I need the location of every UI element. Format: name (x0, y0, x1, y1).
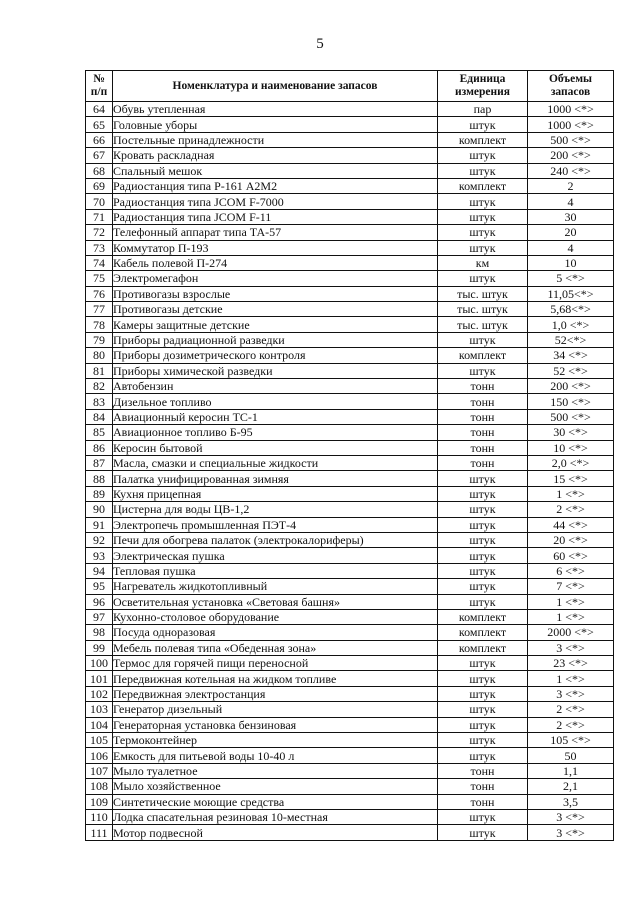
row-number-cell: 99 (86, 640, 113, 655)
unit-cell: штук (438, 517, 528, 532)
row-number-cell: 100 (86, 656, 113, 671)
unit-cell: комплект (438, 640, 528, 655)
quantity-cell: 6 <*> (528, 563, 614, 578)
header-quantity-line1: Объемы (548, 73, 593, 85)
item-name-cell: Нагреватель жидкотопливный (113, 579, 438, 594)
table-row (86, 194, 614, 209)
header-unit (438, 71, 528, 102)
page-number: 5 (316, 36, 324, 52)
unit-cell: тонн (438, 779, 528, 794)
table-row (86, 609, 614, 624)
item-name-cell: Радиостанция типа JCOM F-7000 (113, 194, 438, 209)
table-row (86, 779, 614, 794)
quantity-cell: 52<*> (528, 332, 614, 347)
item-name-cell: Тепловая пушка (113, 563, 438, 578)
unit-cell: штук (438, 240, 528, 255)
table-row (86, 209, 614, 224)
quantity-cell: 50 (528, 748, 614, 763)
table-row (86, 733, 614, 748)
quantity-cell: 150 <*> (528, 394, 614, 409)
table-row (86, 532, 614, 547)
unit-cell: штук (438, 671, 528, 686)
item-name-cell: Кабель полевой П-274 (113, 255, 438, 270)
item-name-cell: Приборы химической разведки (113, 363, 438, 378)
quantity-cell: 3 <*> (528, 825, 614, 840)
item-name-cell: Кухонно-столовое оборудование (113, 609, 438, 624)
item-name-cell: Коммутатор П-193 (113, 240, 438, 255)
unit-cell: штук (438, 532, 528, 547)
table-row (86, 332, 614, 347)
item-name-cell: Противогазы детские (113, 302, 438, 317)
quantity-cell: 200 <*> (528, 379, 614, 394)
item-name-cell: Термоконтейнер (113, 733, 438, 748)
row-number-cell: 74 (86, 255, 113, 270)
table-row (86, 455, 614, 470)
item-name-cell: Масла, смазки и специальные жидкости (113, 455, 438, 470)
quantity-cell: 11,05<*> (528, 286, 614, 301)
table-row (86, 425, 614, 440)
header-unit-line2: измерения (455, 86, 510, 98)
unit-cell: пар (438, 102, 528, 117)
quantity-cell: 44 <*> (528, 517, 614, 532)
unit-cell: штук (438, 825, 528, 840)
row-number-cell: 77 (86, 302, 113, 317)
item-name-cell: Электропечь промышленная ПЭТ-4 (113, 517, 438, 532)
quantity-cell: 7 <*> (528, 579, 614, 594)
quantity-cell: 30 (528, 209, 614, 224)
quantity-cell: 2 <*> (528, 502, 614, 517)
quantity-cell: 10 <*> (528, 440, 614, 455)
quantity-cell: 60 <*> (528, 548, 614, 563)
row-number-cell: 86 (86, 440, 113, 455)
unit-cell: тонн (438, 425, 528, 440)
row-number-cell: 91 (86, 517, 113, 532)
unit-cell: штук (438, 548, 528, 563)
item-name-cell: Передвижная котельная на жидком топливе (113, 671, 438, 686)
table-row (86, 471, 614, 486)
table-row (86, 317, 614, 332)
item-name-cell: Осветительная установка «Световая башня» (113, 594, 438, 609)
table-row (86, 794, 614, 809)
unit-cell: комплект (438, 132, 528, 147)
table-row (86, 286, 614, 301)
table-row (86, 132, 614, 147)
table-row (86, 717, 614, 732)
table-row (86, 594, 614, 609)
table-row (86, 102, 614, 117)
row-number-cell: 109 (86, 794, 113, 809)
item-name-cell: Термос для горячей пищи переносной (113, 656, 438, 671)
item-name-cell: Электрическая пушка (113, 548, 438, 563)
unit-cell: штук (438, 271, 528, 286)
unit-cell: штук (438, 594, 528, 609)
unit-cell: тыс. штук (438, 317, 528, 332)
row-number-cell: 69 (86, 178, 113, 193)
item-name-cell: Мыло хозяйственное (113, 779, 438, 794)
item-name-cell: Радиостанция типа Р-161 А2М2 (113, 178, 438, 193)
quantity-cell: 1,0 <*> (528, 317, 614, 332)
table-row (86, 255, 614, 270)
item-name-cell: Приборы радиационной разведки (113, 332, 438, 347)
unit-cell: штук (438, 209, 528, 224)
table-row (86, 348, 614, 363)
item-name-cell: Электромегафон (113, 271, 438, 286)
row-number-cell: 73 (86, 240, 113, 255)
unit-cell: тонн (438, 794, 528, 809)
table-row (86, 148, 614, 163)
table-row (86, 579, 614, 594)
table-row (86, 517, 614, 532)
unit-cell: тонн (438, 440, 528, 455)
table-row (86, 763, 614, 778)
item-name-cell: Дизельное топливо (113, 394, 438, 409)
unit-cell: штук (438, 563, 528, 578)
item-name-cell: Авиационное топливо Б-95 (113, 425, 438, 440)
row-number-cell: 97 (86, 609, 113, 624)
quantity-cell: 1 <*> (528, 671, 614, 686)
unit-cell: штук (438, 686, 528, 701)
row-number-cell: 89 (86, 486, 113, 501)
table-row (86, 394, 614, 409)
row-number-cell: 81 (86, 363, 113, 378)
item-name-cell: Камеры защитные детские (113, 317, 438, 332)
row-number-cell: 66 (86, 132, 113, 147)
quantity-cell: 3 <*> (528, 809, 614, 824)
quantity-cell: 20 (528, 225, 614, 240)
row-number-cell: 105 (86, 733, 113, 748)
unit-cell: тонн (438, 409, 528, 424)
unit-cell: штук (438, 225, 528, 240)
unit-cell: штук (438, 363, 528, 378)
header-number-line2: п/п (90, 86, 108, 98)
table-row (86, 363, 614, 378)
table-row (86, 502, 614, 517)
quantity-cell: 10 (528, 255, 614, 270)
row-number-cell: 64 (86, 102, 113, 117)
table-row (86, 271, 614, 286)
table-row (86, 656, 614, 671)
row-number-cell: 106 (86, 748, 113, 763)
unit-cell: тонн (438, 763, 528, 778)
table-row (86, 563, 614, 578)
row-number-cell: 65 (86, 117, 113, 132)
table-row (86, 825, 614, 840)
item-name-cell: Телефонный аппарат типа ТА-57 (113, 225, 438, 240)
row-number-cell: 70 (86, 194, 113, 209)
table-row (86, 379, 614, 394)
unit-cell: тонн (438, 379, 528, 394)
unit-cell: штук (438, 502, 528, 517)
row-number-cell: 72 (86, 225, 113, 240)
item-name-cell: Мотор подвесной (113, 825, 438, 840)
item-name-cell: Спальный мешок (113, 163, 438, 178)
table-row (86, 117, 614, 132)
unit-cell: штук (438, 579, 528, 594)
quantity-cell: 3 <*> (528, 640, 614, 655)
row-number-cell: 84 (86, 409, 113, 424)
quantity-cell: 2,1 (528, 779, 614, 794)
quantity-cell: 240 <*> (528, 163, 614, 178)
table-row (86, 440, 614, 455)
quantity-cell: 34 <*> (528, 348, 614, 363)
quantity-cell: 1 <*> (528, 486, 614, 501)
row-number-cell: 82 (86, 379, 113, 394)
unit-cell: штук (438, 486, 528, 501)
item-name-cell: Синтетические моющие средства (113, 794, 438, 809)
row-number-cell: 75 (86, 271, 113, 286)
table-row (86, 625, 614, 640)
unit-cell: штук (438, 117, 528, 132)
table-row (86, 686, 614, 701)
quantity-cell: 4 (528, 240, 614, 255)
table-row (86, 240, 614, 255)
table-row (86, 748, 614, 763)
row-number-cell: 103 (86, 702, 113, 717)
quantity-cell: 1 <*> (528, 594, 614, 609)
quantity-cell: 500 <*> (528, 409, 614, 424)
item-name-cell: Кровать раскладная (113, 148, 438, 163)
quantity-cell: 3,5 (528, 794, 614, 809)
row-number-cell: 111 (86, 825, 113, 840)
quantity-cell: 2 (528, 178, 614, 193)
table-row (86, 809, 614, 824)
quantity-cell: 20 <*> (528, 532, 614, 547)
quantity-cell: 30 <*> (528, 425, 614, 440)
row-number-cell: 79 (86, 332, 113, 347)
quantity-cell: 52 <*> (528, 363, 614, 378)
row-number-cell: 80 (86, 348, 113, 363)
unit-cell: тонн (438, 394, 528, 409)
row-number-cell: 67 (86, 148, 113, 163)
table-row (86, 178, 614, 193)
item-name-cell: Печи для обогрева палаток (электрокалориферы) (113, 532, 438, 547)
row-number-cell: 83 (86, 394, 113, 409)
item-name-cell: Обувь утепленная (113, 102, 438, 117)
unit-cell: комплект (438, 609, 528, 624)
unit-cell: штук (438, 656, 528, 671)
table-header-row (86, 71, 614, 102)
unit-cell: штук (438, 194, 528, 209)
quantity-cell: 1,1 (528, 763, 614, 778)
row-number-cell: 78 (86, 317, 113, 332)
item-name-cell: Кухня прицепная (113, 486, 438, 501)
item-name-cell: Емкость для питьевой воды 10-40 л (113, 748, 438, 763)
item-name-cell: Посуда одноразовая (113, 625, 438, 640)
row-number-cell: 87 (86, 455, 113, 470)
quantity-cell: 500 <*> (528, 132, 614, 147)
header-number (86, 71, 113, 102)
unit-cell: комплект (438, 625, 528, 640)
quantity-cell: 5 <*> (528, 271, 614, 286)
item-name-cell: Головные уборы (113, 117, 438, 132)
row-number-cell: 96 (86, 594, 113, 609)
row-number-cell: 71 (86, 209, 113, 224)
unit-cell: штук (438, 332, 528, 347)
row-number-cell: 90 (86, 502, 113, 517)
item-name-cell: Мебель полевая типа «Обеденная зона» (113, 640, 438, 655)
row-number-cell: 101 (86, 671, 113, 686)
quantity-cell: 1000 <*> (528, 102, 614, 117)
header-quantity (528, 71, 614, 102)
quantity-cell: 1000 <*> (528, 117, 614, 132)
unit-cell: тыс. штук (438, 286, 528, 301)
header-quantity-line2: запасов (550, 86, 591, 98)
item-name-cell: Генератор дизельный (113, 702, 438, 717)
quantity-cell: 2 <*> (528, 702, 614, 717)
table-row (86, 163, 614, 178)
item-name-cell: Радиостанция типа JCOM F-11 (113, 209, 438, 224)
item-name-cell: Противогазы взрослые (113, 286, 438, 301)
item-name-cell: Авиационный керосин ТС-1 (113, 409, 438, 424)
item-name-cell: Палатка унифицированная зимняя (113, 471, 438, 486)
row-number-cell: 68 (86, 163, 113, 178)
item-name-cell: Постельные принадлежности (113, 132, 438, 147)
row-number-cell: 94 (86, 563, 113, 578)
unit-cell: штук (438, 702, 528, 717)
unit-cell: штук (438, 748, 528, 763)
unit-cell: штук (438, 733, 528, 748)
quantity-cell: 2,0 <*> (528, 455, 614, 470)
unit-cell: штук (438, 163, 528, 178)
row-number-cell: 110 (86, 809, 113, 824)
unit-cell: тонн (438, 455, 528, 470)
row-number-cell: 107 (86, 763, 113, 778)
table-row (86, 409, 614, 424)
row-number-cell: 92 (86, 532, 113, 547)
item-name-cell: Передвижная электростанция (113, 686, 438, 701)
unit-cell: штук (438, 809, 528, 824)
row-number-cell: 76 (86, 286, 113, 301)
unit-cell: тыс. штук (438, 302, 528, 317)
table-row (86, 702, 614, 717)
unit-cell: штук (438, 717, 528, 732)
row-number-cell: 85 (86, 425, 113, 440)
item-name-cell: Керосин бытовой (113, 440, 438, 455)
quantity-cell: 15 <*> (528, 471, 614, 486)
item-name-cell: Автобензин (113, 379, 438, 394)
item-name-cell: Приборы дозиметрического контроля (113, 348, 438, 363)
row-number-cell: 102 (86, 686, 113, 701)
row-number-cell: 93 (86, 548, 113, 563)
table-row (86, 302, 614, 317)
quantity-cell: 105 <*> (528, 733, 614, 748)
header-name: Номенклатура и наименование запасов (113, 71, 438, 102)
table-row (86, 640, 614, 655)
table-row (86, 548, 614, 563)
row-number-cell: 88 (86, 471, 113, 486)
item-name-cell: Лодка спасательная резиновая 10-местная (113, 809, 438, 824)
item-name-cell: Генераторная установка бензиновая (113, 717, 438, 732)
unit-cell: комплект (438, 348, 528, 363)
unit-cell: штук (438, 148, 528, 163)
inventory-table (85, 70, 614, 841)
table-row (86, 486, 614, 501)
row-number-cell: 108 (86, 779, 113, 794)
unit-cell: комплект (438, 178, 528, 193)
quantity-cell: 2 <*> (528, 717, 614, 732)
item-name-cell: Цистерна для воды ЦВ-1,2 (113, 502, 438, 517)
quantity-cell: 1 <*> (528, 609, 614, 624)
quantity-cell: 3 <*> (528, 686, 614, 701)
row-number-cell: 104 (86, 717, 113, 732)
header-unit-line1: Единица (459, 73, 506, 85)
quantity-cell: 200 <*> (528, 148, 614, 163)
header-number-line1: № (93, 73, 105, 85)
quantity-cell: 2000 <*> (528, 625, 614, 640)
quantity-cell: 23 <*> (528, 656, 614, 671)
table-row (86, 671, 614, 686)
row-number-cell: 95 (86, 579, 113, 594)
row-number-cell: 98 (86, 625, 113, 640)
unit-cell: штук (438, 471, 528, 486)
item-name-cell: Мыло туалетное (113, 763, 438, 778)
unit-cell: км (438, 255, 528, 270)
table-row (86, 225, 614, 240)
quantity-cell: 4 (528, 194, 614, 209)
quantity-cell: 5,68<*> (528, 302, 614, 317)
